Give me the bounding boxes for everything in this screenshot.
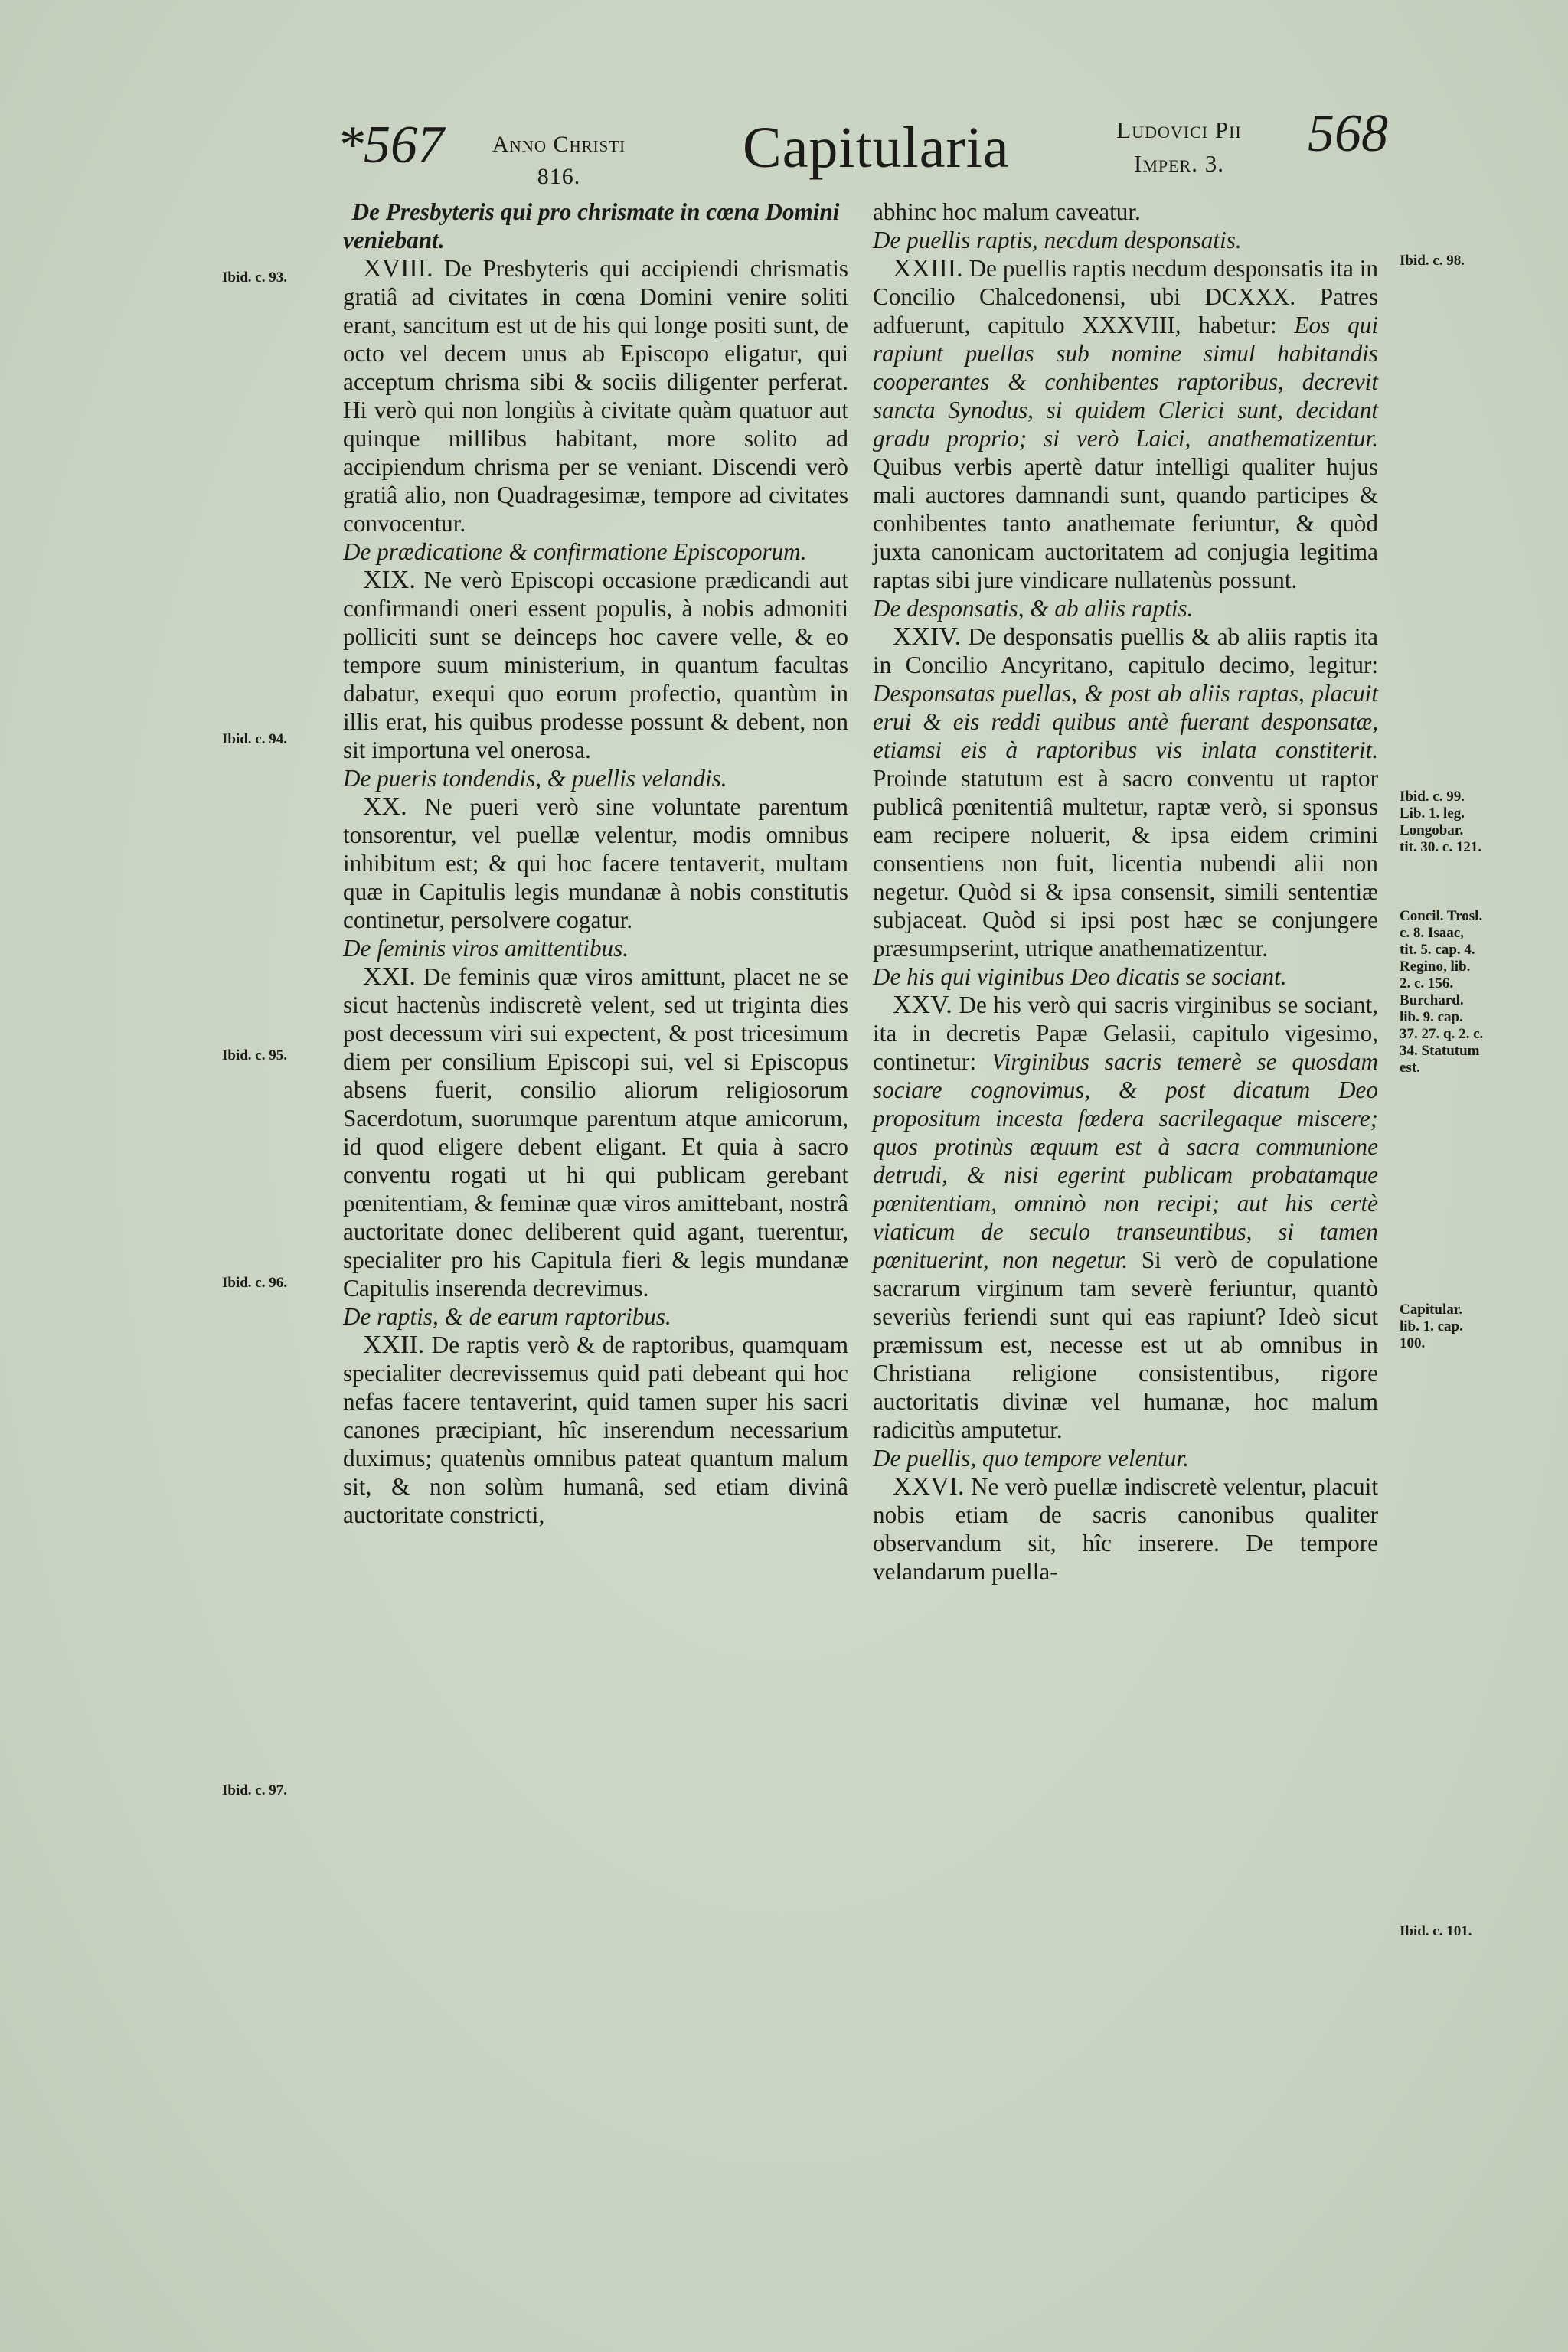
margin-note: Ibid. c. 96. (222, 1275, 287, 1291)
paragraph-text: Quibus verbis apertè datur intelligi qualiter hujus mali auctores damnandi sunt, quando participes & conhibentes tanto anathemate feriuntur, & quòd juxta canonicam auctoritatem ad conjugia legitima raptas sibi jure vindicare nullatenùs possunt. (873, 453, 1378, 593)
section-heading: De desponsatis, & ab aliis raptis. (873, 595, 1194, 622)
margin-note: Ibid. c. 97. (222, 1782, 287, 1798)
chapter-paragraph (873, 198, 1378, 226)
anno-label: Anno Christi (492, 132, 626, 157)
anno-christi (459, 129, 658, 193)
chapter-paragraph (343, 792, 848, 934)
paragraph-text: De puellis raptis necdum desponsatis ita in Concilio Chalcedonensi, ubi DCXXX. Patres adfuerunt, capitulo XXXVIII, habetur: (873, 255, 1378, 338)
paragraph-text: De Presbyteris qui accipiendi chrismatis gratiâ ad civitates in cœna Domini venire soliti erant, sancitum est ut de his qui longe positi sunt, de octo vel decem unus ab Episcopo eligatur, qui acceptum chrisma sibi & sociis diligenter perferat. Hi verò qui non longiùs à civitate quàm quatuor aut quinque millibus habitant, more solito ad accipiendum chrisma per se veniant. Discendi verò gratiâ alio, non Quadragesimæ, tempore ad civitates convocentur. (343, 255, 848, 537)
chapter-paragraph (343, 962, 848, 1302)
margin-note: Ibid. c. 94. (222, 731, 287, 747)
running-title: Capitularia (743, 116, 1010, 180)
anno-year: 816. (537, 164, 581, 189)
chapter-number: XXIV. (893, 622, 962, 651)
ludovici-label: Ludovici Pii (1116, 116, 1242, 143)
section-heading: De prædicatione & confirmatione Episcoporum. (343, 538, 807, 565)
right-text-column (873, 198, 1378, 1586)
chapter-paragraph (873, 1472, 1378, 1586)
paragraph-text: De raptis verò & de raptoribus, quamquam specialiter decrevissemus quid pati debeant qui hoc nefas facere tentaverint, quid tamen super his sacri canones præcipiant, hîc inserendum necessarium duximus; quatenùs omnibus pateat quantum malum sit, & non solùm humanâ, sed etiam divinâ auctoritate constricti, (343, 1331, 848, 1528)
page-number-right: 568 (1308, 104, 1388, 163)
canon-quotation: Eos qui rapiunt puellas sub nomine simul habitandis cooperantes & conhibentes raptoribus, decrevit sancta Synodus, si quidem Clerici sunt, decidant gradu proprio; si verò Laici, anathematizentur. (873, 312, 1378, 452)
chapter-number: XVIII. (363, 254, 433, 283)
section-heading: De puellis, quo tempore velentur. (873, 1445, 1189, 1472)
chapter-number: XXIII. (893, 254, 963, 283)
imper-label: Imper. 3. (1134, 150, 1224, 177)
running-header (0, 0, 1568, 222)
paragraph-text: Si verò de copulatione sacrarum virginum tam severè feriuntur, quantò severiùs feriendi sunt qui eas rapiunt? Ideò sicut præmissum est, necesse est ut ab omnibus in Christiana religione consistentibus, rigore auctoritatis divinæ vel humanæ, hoc malum radicitùs amputetur. (873, 1246, 1378, 1443)
chapter-paragraph (343, 566, 848, 764)
chapter-number: XXI. (363, 962, 416, 991)
paragraph-text: De feminis quæ viros amittunt, placet ne se sicut hactenùs indiscretè velent, sed ut triginta dies post decessum viri sui expectent, & post tricesimum diem per consilium Episcopi sui, vel si Episcopus absens fuerit, consilio aliorum religiosorum Sacerdotum, suorumque parentum atque amicorum, id quod eligere debent eligant. Et quia à sacro conventu rogati ut hi qui publicam gerebant pœnitentiam, & feminæ quæ viros amittebant, nostrâ auctoritate donec deliberent quid agant, tuerentur, specialiter pro his Capitula fieri & legis mundanæ Capitulis inserenda decrevimus. (343, 963, 848, 1302)
paragraph-text: De desponsatis puellis & ab aliis raptis ita in Concilio Ancyritano, capitulo decimo, legitur: (873, 623, 1378, 678)
paragraph-text: Ne verò puellæ indiscretè velentur, placuit nobis etiam de sacris canonibus qualiter observandum sit, hîc inserere. De tempore velandarum puella- (873, 1473, 1378, 1585)
chapter-number: XX. (363, 792, 407, 821)
left-text-column (343, 198, 848, 1529)
chapter-number: XIX. (363, 566, 416, 594)
margin-note: Ibid. c. 101. (1400, 1923, 1472, 1939)
chapter-number: XXV. (893, 991, 952, 1019)
section-heading: De raptis, & de earum raptoribus. (343, 1303, 671, 1330)
margin-note: Ibid. c. 95. (222, 1047, 287, 1063)
section-heading: De pueris tondendis, & puellis velandis. (343, 765, 727, 792)
page-number-left: *567 (337, 116, 444, 175)
chapter-paragraph (873, 622, 1378, 962)
chapter-paragraph (343, 1331, 848, 1529)
paragraph-text: abhinc hoc malum caveatur. (873, 198, 1141, 225)
margin-note: Ibid. c. 93. (222, 270, 287, 286)
section-heading: De feminis viros amittentibus. (343, 935, 629, 962)
ludovici-pii (1080, 113, 1279, 181)
paragraph-text: Ne pueri verò sine voluntate parentum tonsorentur, vel puellæ velentur, modis omnibus inhibitum est; & qui hoc facere tentaverit, multam quæ in Capitulis legis mundanæ à nobis constitutis continetur, persolvere cogatur. (343, 793, 848, 933)
canon-quotation: Virginibus sacris temerè se quosdam sociare cognovimus, & post dicatum Deo propositum incesta fœdera sacrilegaque miscere; quos protinùs æquum est à sacra communione detrudi, & nisi egerint publicam probatamque pœnitentiam, omninò non recipi; aut his certè viaticum de seculo transeuntibus, si tamen pœnituerint, non negetur. (873, 1048, 1378, 1273)
canon-quotation: Desponsatas puellas, & post ab aliis raptas, placuit erui & eis reddi quibus antè fuerant desponsatæ, etiamsi eis à raptoribus vis inlata constiterit. (873, 680, 1378, 763)
margin-note: Capitular. lib. 1. cap. 100. (1400, 1302, 1463, 1351)
chapter-paragraph (873, 991, 1378, 1444)
paragraph-text: Proinde statutum est à sacro conventu ut raptor publicâ pœnitentiâ multetur, raptæ verò, si sponsus eam recipere noluerit, & ipsa eidem crimini consentiens non fuit, licentia nubendi alii non negetur. Quòd si & ipsa consensit, simili sententiæ subjaceat. Quòd si ipsi post hæc se conjungere præsumpserint, utrique anathematizentur. (873, 765, 1378, 962)
section-heading: De puellis raptis, necdum desponsatis. (873, 227, 1242, 253)
paragraph-text: De his verò qui sacris virginibus se sociant, ita in decretis Papæ Gelasii, capitulo vigesimo, continetur: (873, 991, 1378, 1075)
chapter-paragraph (343, 254, 848, 537)
paragraph-text: Ne verò Episcopi occasione prædicandi aut confirmandi oneri essent populis, à nobis admoniti polliciti sunt se deinceps hoc cavere velle, & eo tempore suum ministerium, in quantum facultas dabatur, exequi quo eorum profectio, quantùm in illis erat, his quibus prodesse possunt & debent, non sit importuna vel onerosa. (343, 567, 848, 763)
chapter-paragraph (873, 254, 1378, 594)
section-heading: De Presbyteris qui pro chrismate in cœna Domini veniebant. (343, 198, 840, 253)
margin-note: Ibid. c. 99. Lib. 1. leg. Longobar. tit. 30. c. 121. (1400, 789, 1482, 855)
section-heading: De his qui viginibus Deo dicatis se sociant. (873, 963, 1287, 990)
margin-note: Concil. Trosl. c. 8. Isaac, tit. 5. cap. 4. Regino, lib. 2. c. 156. Burchard. lib. 9. cap. 37. 27. q. 2. c. 34. Statutum est. (1400, 908, 1484, 1076)
chapter-number: XXII. (363, 1331, 425, 1359)
chapter-number: XXVI. (893, 1472, 965, 1501)
margin-note: Ibid. c. 98. (1400, 253, 1465, 269)
